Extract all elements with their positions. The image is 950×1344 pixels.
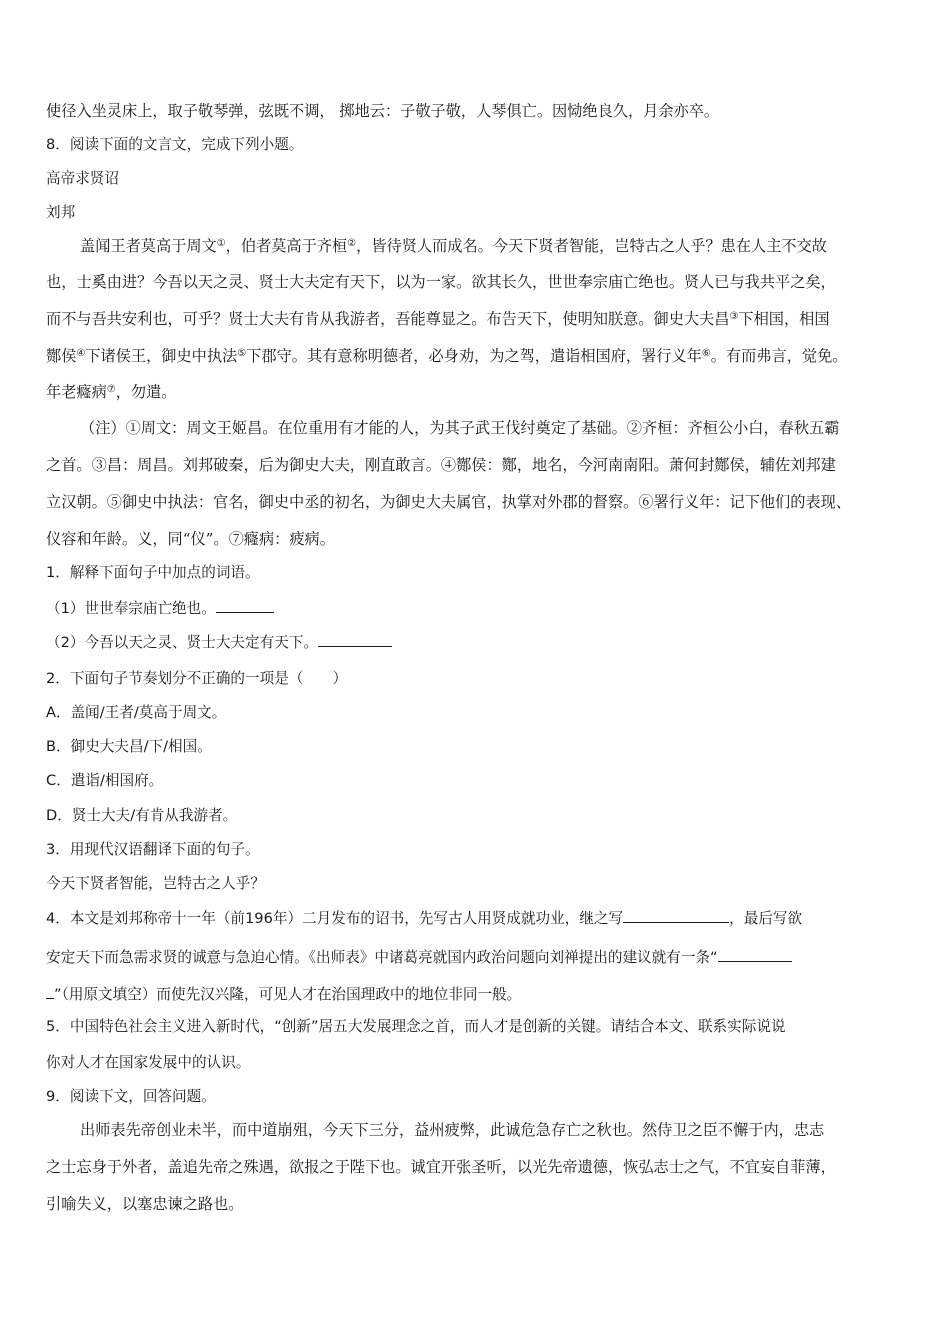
footnote-ref: ③ [729,311,739,322]
subquestion-4-line-1: 4．本文是刘邦称帝十一年（前196年）二月发布的诏书，先写古人用贤成就功业，继之写 ，最后写欲 [46,907,802,929]
q9-passage-line-3: 引喻失义，以塞忠谏之路也。 [46,1195,244,1213]
question-8-header: 8．阅读下面的文言文，完成下列小题。 [46,136,304,153]
subquestion-1-item-2: （2）今吾以天之灵、贤士大夫定有天下。 [46,631,392,653]
subquestion-5-line-1: 5．中国特色社会主义进入新时代，“创新”居五大发展理念之首，而人才是创新的关键。请结合本文、联系实际说说 [46,1018,786,1035]
subquestion-4-line-2: 安定天下而急需求贤的诚意与急迫心情。《出师表》中诸葛亮就国内政治问题向刘禅提出的建议就有一条“ [46,946,792,968]
passage-title: 高帝求贤诏 [46,170,119,187]
footnote-ref: ④ [76,348,86,359]
notes-line-2: 之首。③昌：周昌。刘邦破秦，后为御史大夫，刚直敢言。④酂侯：酂，地名，今河南南阳。萧何封酂侯，辅佐刘邦建 [46,456,836,474]
option-d: D．贤士大夫/有肯从我游者。 [46,807,238,824]
footnote-ref: ② [347,238,357,249]
answer-blank[interactable] [623,907,729,923]
answer-blank[interactable] [318,631,392,647]
passage-line-4: 酂侯④下诸侯王，御史中执法⑤下郡守。其有意称明德者，必身劝，为之驾，遣诣相国府，署行义年⑥。有而弗言，觉免。 [46,347,848,365]
answer-blank[interactable] [46,983,54,999]
subquestion-2: 2．下面句子节奏划分不正确的一项是（ ） [46,670,348,687]
q9-passage-line-2: 之士忘身于外者，盖追先帝之殊遇，欲报之于陛下也。诚宜开张圣听，以光先帝遗德，恢弘志士之气，不宜妄自菲薄， [46,1158,836,1176]
notes-line-3: 立汉朝。⑤御史中执法：官名，御史中丞的初名，为御史大夫属官，执掌对外郡的督察。⑥署行义年：记下他们的表现、 [46,493,851,511]
option-a: A．盖闻/王者/莫高于周文。 [46,704,227,721]
question-9-header: 9．阅读下文，回答问题。 [46,1088,216,1105]
option-c: C．遣诣/相国府。 [46,772,164,789]
notes-line-1: （注）①周文：周文王姬昌。在位重用有才能的人，为其子武王伐纣奠定了基础。②齐桓：齐桓公小白，春秋五霸 [80,419,840,437]
footnote-ref: ① [216,238,226,249]
passage-line-3: 而不与吾共安利也，可乎？贤士大夫有肯从我游者，吾能尊显之。布告天下，使明知朕意。御史大夫昌③下相国，相国 [46,310,830,328]
subquestion-1: 1．解释下面句子中加点的词语。 [46,564,260,581]
answer-blank[interactable] [718,946,792,962]
subquestion-4-line-3: ”（用原文填空）而使先汉兴隆，可见人才在治国理政中的地位非同一般。 [46,983,521,1005]
footnote-ref: ⑦ [106,384,116,395]
footnote-ref: ⑤ [237,348,247,359]
passage-line-5: 年老癃病⑦，勿遣。 [46,383,177,401]
passage-line-2: 也，士奚由进？今吾以天之灵、贤士大夫定有天下，以为一家。欲其长久，世世奉宗庙亡绝也。贤人已与我共平之矣， [46,273,836,291]
answer-blank[interactable] [216,597,274,613]
subquestion-1-item-1: （1）世世奉宗庙亡绝也。 [46,597,274,619]
option-b: B．御史大夫昌/下/相国。 [46,738,212,755]
passage-author: 刘邦 [46,204,76,221]
previous-text-line: 使径入坐灵床上，取子敬琴弹，弦既不调， 掷地云：子敬子敬，人琴俱亡。因恸绝良久，月余亦卒。 [46,102,720,120]
footnote-ref: ⑥ [701,348,711,359]
q9-passage-line-1: 出师表先帝创业未半，而中道崩殂，今天下三分，益州疲弊，此诚危急存亡之秋也。然侍卫之臣不懈于内，忠志 [80,1121,825,1139]
subquestion-3-sentence: 今天下贤者智能，岂特古之人乎？ [46,875,265,892]
passage-line-1: 盖闻王者莫高于周文①，伯者莫高于齐桓②，皆待贤人而成名。今天下贤者智能，岂特古之人乎？患在人主不交故 [80,237,827,255]
notes-line-4: 仪容和年龄。义，同“仪”。⑦癃病：疲病。 [46,530,335,548]
subquestion-3: 3．用现代汉语翻译下面的句子。 [46,841,260,858]
subquestion-5-line-2: 你对人才在国家发展中的认识。 [46,1054,251,1071]
